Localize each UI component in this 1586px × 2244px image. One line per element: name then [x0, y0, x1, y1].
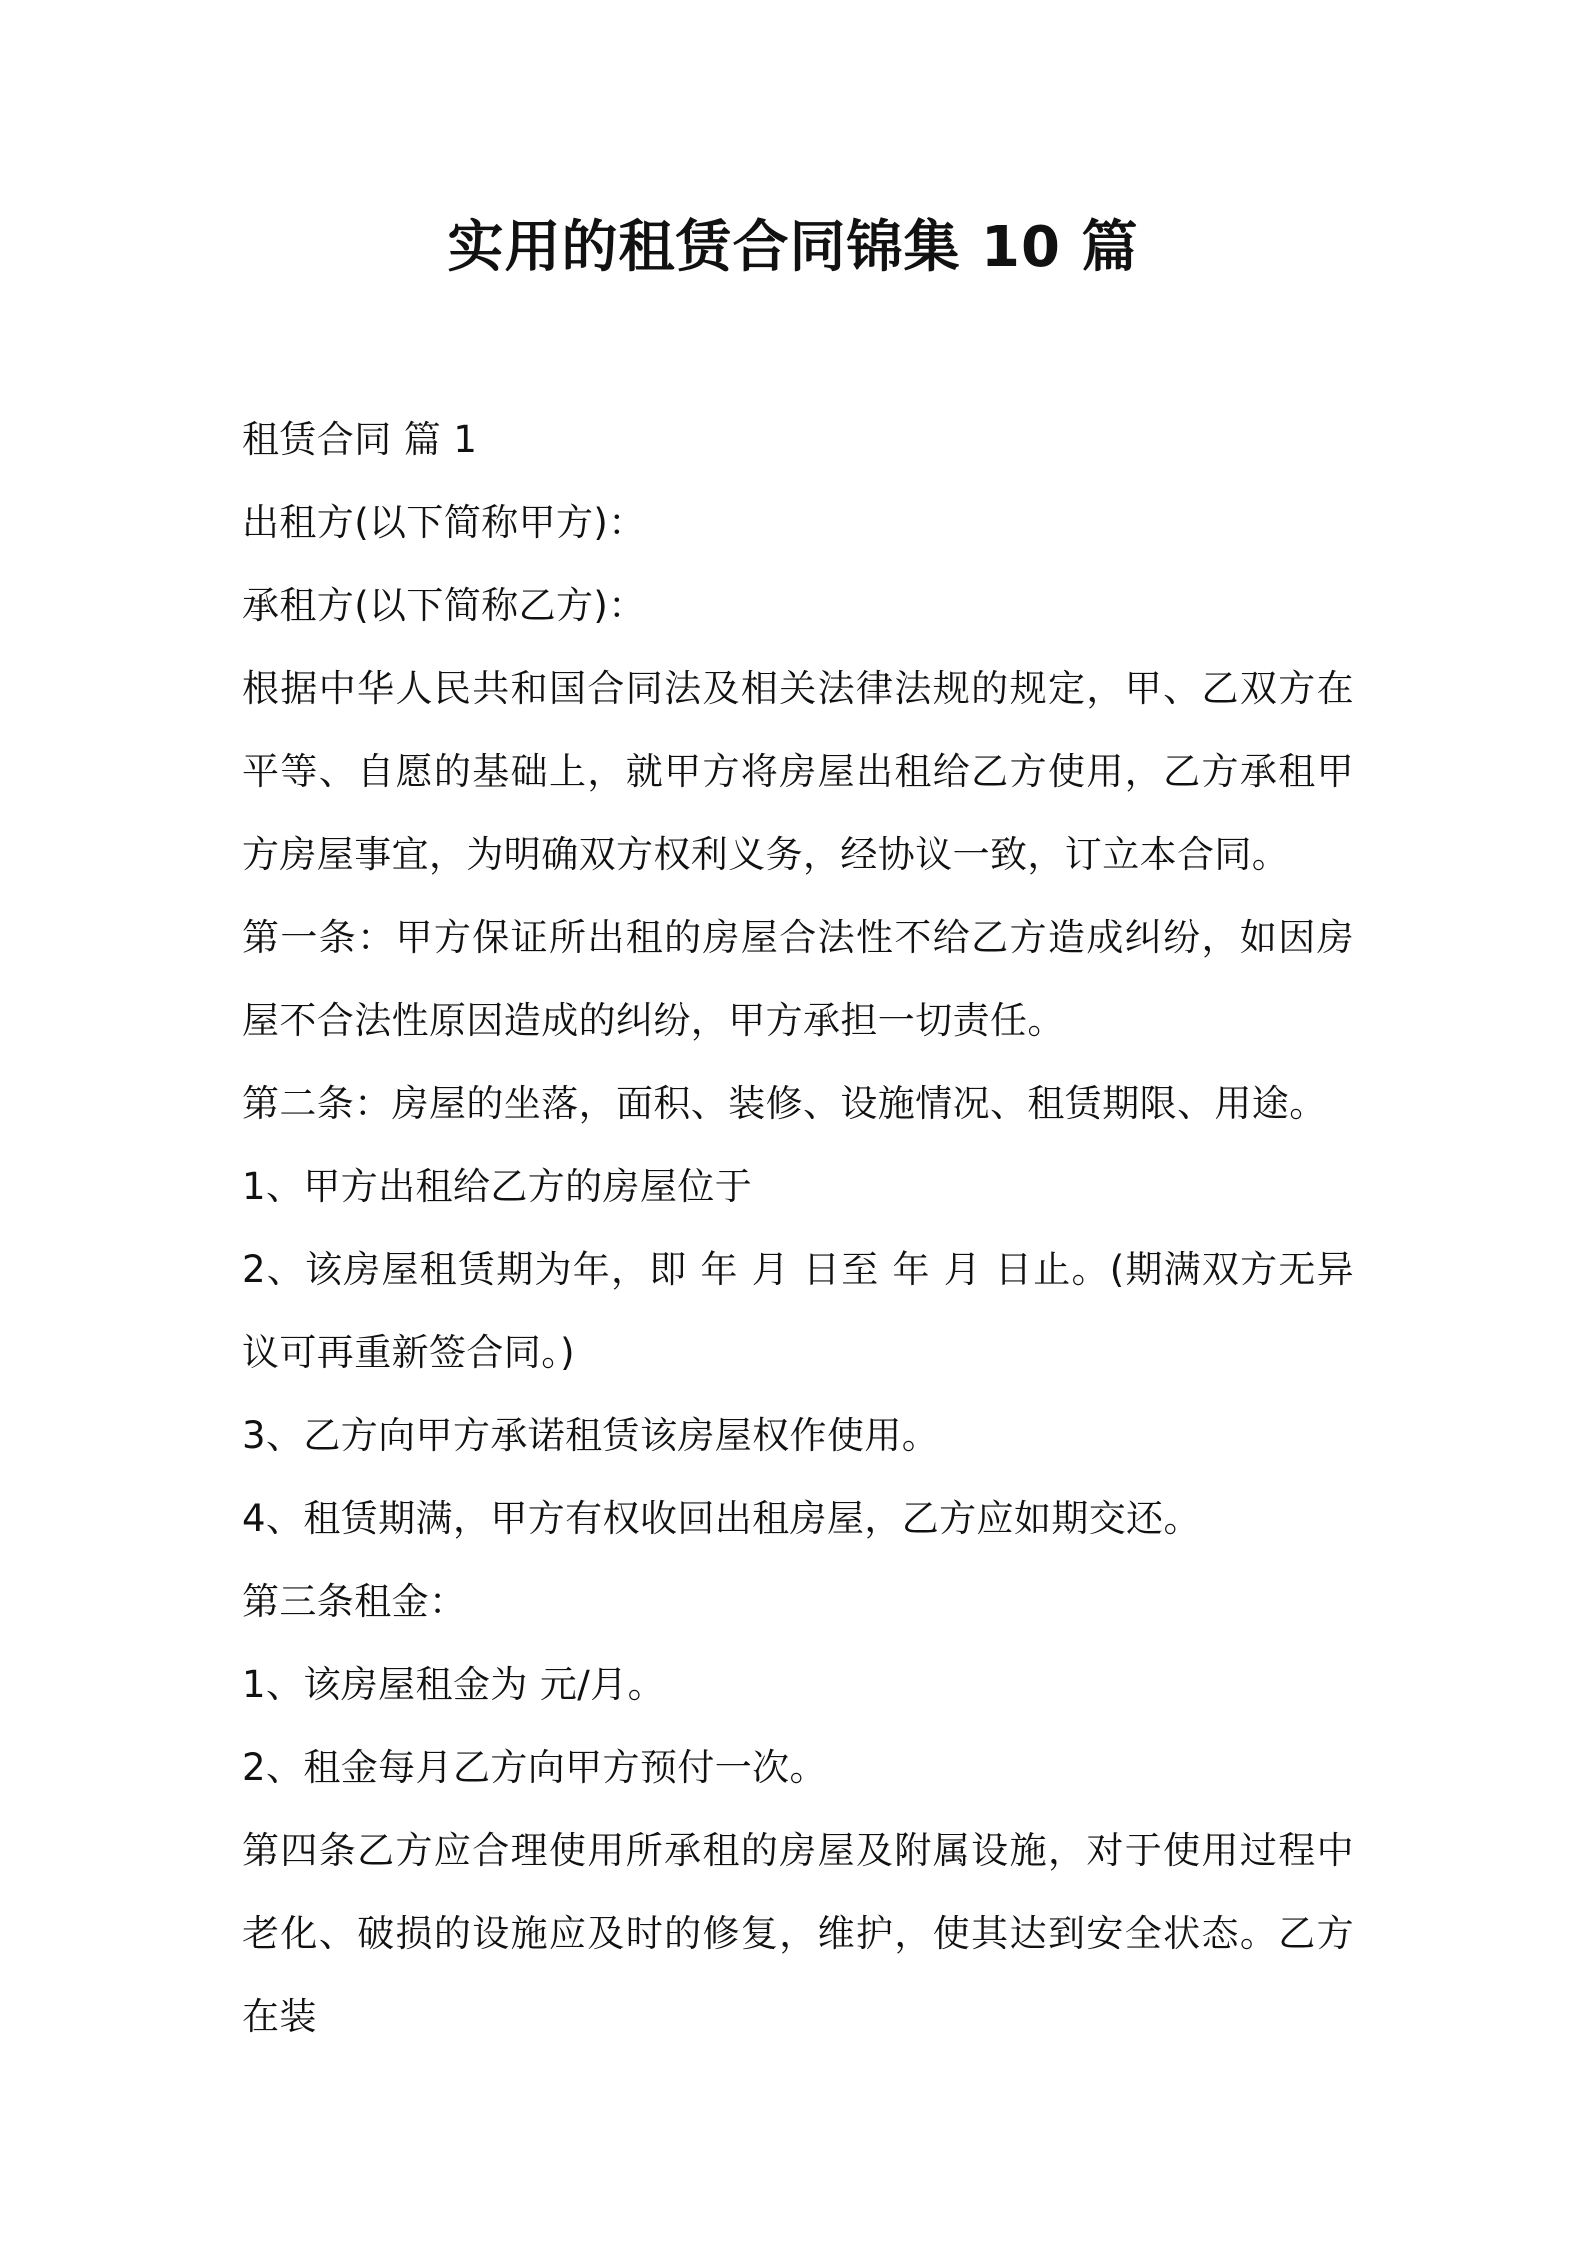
article-two-item-4: 4、租赁期满，甲方有权收回出租房屋，乙方应如期交还。: [242, 1497, 1201, 1540]
article-two-item-1: 1、甲方出租给乙方的房屋位于: [242, 1165, 753, 1208]
article-three-item-1: 1、该房屋租金为 元/月。: [242, 1663, 665, 1706]
article-one: 第一条：甲方保证所出租的房屋合法性不给乙方造成纠纷，如因房屋不合法性原因造成的纠纷，甲方承担一切责任。: [242, 916, 1354, 1042]
article-three-item-2: 2、租金每月乙方向甲方预付一次。: [242, 1746, 827, 1789]
article-two-item-2: 2、该房屋租赁期为年，即 年 月 日至 年 月 日止。(期满双方无异议可再重新签合同。): [242, 1248, 1354, 1374]
document-title: 实用的租赁合同锦集 10 篇: [447, 215, 1139, 280]
lessor-line: 出租方(以下简称甲方)：: [242, 501, 646, 544]
preamble-paragraph: 根据中华人民共和国合同法及相关法律法规的规定，甲、乙双方在平等、自愿的基础上，就甲方将房屋出租给乙方使用，乙方承租甲方房屋事宜，为明确双方权利义务，经协议一致，订立本合同。: [242, 667, 1354, 876]
lessee-line: 承租方(以下简称乙方)：: [242, 584, 646, 627]
article-three: 第三条租金：: [242, 1580, 467, 1623]
section-heading: 租赁合同 篇 1: [242, 418, 478, 461]
document-body: [242, 398, 1354, 2058]
article-two-item-3: 3、乙方向甲方承诺租赁该房屋权作使用。: [242, 1414, 940, 1457]
article-four: 第四条乙方应合理使用所承租的房屋及附属设施，对于使用过程中老化、破损的设施应及时的修复，维护，使其达到安全状态。乙方在装: [242, 1829, 1354, 2038]
article-two: 第二条：房屋的坐落，面积、装修、设施情况、租赁期限、用途。: [242, 1082, 1327, 1125]
